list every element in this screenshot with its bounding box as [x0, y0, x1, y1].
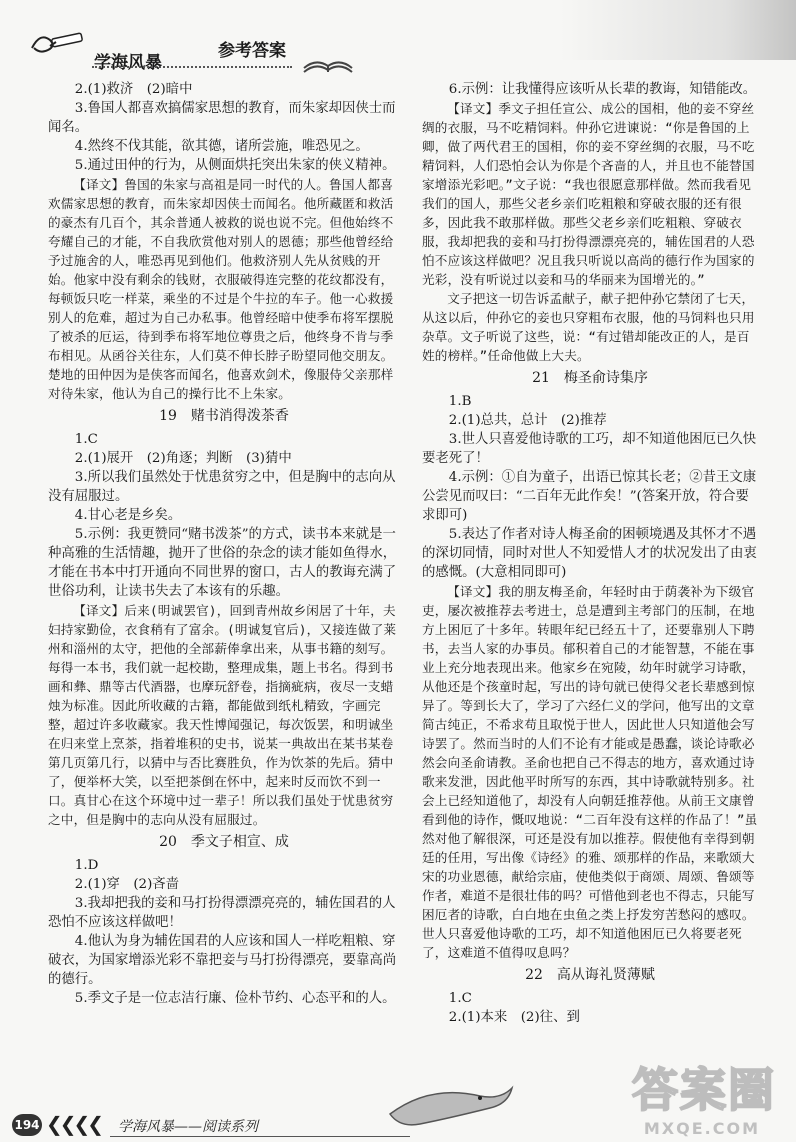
- answer-line: 2.(1)救济 (2)暗中: [74, 82, 193, 97]
- answer-line: 2.(1)本来 (2)往、到: [448, 1010, 580, 1025]
- answer-line: 3.世人只喜爱他诗歌的工巧，却不知道他困厄已久快要老死了！: [422, 432, 757, 466]
- page-number: 194: [12, 1114, 42, 1136]
- footer-line: [110, 1136, 410, 1137]
- page-footer: [0, 1063, 796, 1142]
- answer-line: 4.然终不伐其能，欲其德，诸所尝施，唯恐见之。: [74, 139, 369, 154]
- answer-line: 3.我却把我的妾和马打扮得漂漂亮亮的，辅佐国君的人恐怕不应该这样做吧！: [48, 896, 396, 930]
- answers-title: 参考答案: [218, 41, 286, 61]
- page-header: [0, 0, 796, 78]
- answer-line: 5.通过田仲的行为，从侧面烘托突出朱家的侠义精神。: [74, 158, 396, 173]
- answer-line: 1.B: [448, 394, 472, 409]
- answer-line: 2.(1)展开 (2)角逐；判断 (3)猜中: [74, 451, 292, 466]
- section-heading: 20 季文子相宣、成: [159, 834, 289, 850]
- answer-line: 5.季文子是一位志洁行廉、俭朴节约、心态平和的人。: [74, 991, 396, 1006]
- dolphin-icon: [380, 1074, 520, 1134]
- book-icon: [300, 50, 356, 76]
- section-heading: 19 赌书消得泼茶香: [159, 408, 289, 424]
- answer-line: 3.所以我们虽然处于忧患贫穷之中，但是胸中的志向从没有屈服过。: [48, 470, 396, 504]
- answer-line: 5.示例：我更赞同“赌书泼茶”的方式，读书本来就是一种高雅的生活情趣，抛开了世俗的杂念的读才能如鱼得水，才能在书本中打开通向不同世界的窗口，古人的教诲充满了世俗功利，让读书失去了本该有的乐趣。: [48, 527, 397, 599]
- answer-line: 5.表达了作者对诗人梅圣俞的困顿境遇及其怀才不遇的深切同情，同时对世人不知爱惜人才的状况发出了由衷的感慨。(大意相同即可): [422, 527, 757, 580]
- right-column: [422, 80, 758, 1027]
- answer-line: 4.他认为身为辅佐国君的人应该和国人一样吃粗粮、穿破衣，为国家增添光彩不靠把妾与马打扮得漂亮，要靠高尚的德行。: [48, 934, 397, 987]
- answer-line: 3.鲁国人都喜欢搞儒家思想的教育，而朱家却因侠士而闻名。: [48, 101, 396, 135]
- answer-line: 1.C: [74, 432, 98, 447]
- left-column: [48, 80, 400, 1008]
- brand-title: 学海风暴: [94, 53, 162, 73]
- answer-line: 1.C: [448, 991, 472, 1006]
- series-title: 学海风暴——阅读系列: [118, 1119, 258, 1135]
- answer-line: 4.示例：①自为童子，出语已惊其长老；②昔王文康公尝见而叹曰：“二百年无此作矣！”(答案开放，符合要求即可): [422, 470, 757, 523]
- pen-icon: [28, 26, 88, 56]
- answer-line: 2.(1)总共，总计 (2)推荐: [448, 413, 607, 428]
- section-heading: 22 高从诲礼贤薄赋: [525, 967, 655, 983]
- header-divider: [92, 66, 292, 68]
- section-heading: 21 梅圣俞诗集序: [532, 370, 648, 386]
- arrows-icon: ❮❮❮❮: [46, 1112, 102, 1136]
- watermark-text: 答案圈: [632, 1063, 776, 1117]
- watermark-logo: [608, 1062, 788, 1142]
- translation-paragraph: 【译文】鲁国的朱家与高祖是同一时代的人。鲁国人都喜欢儒家思想的教育，而朱家却因侠士而闻名。他所藏匿和救活的豪杰有几百个，其余普通人被救的说也说不完。但他始终不夸耀自己的才能，不自我欣赏他对别人的恩德；那些他曾经给予过施舍的人，唯恐再见到他们。他救济别人先从贫贱的开始。他家中没有剩余的钱财，衣服破得连完整的花纹都没有，每顿饭只吃一样菜，乘坐的不过是个牛拉的车子。他一心救援别人的危难，超过为自己办私事。他曾经暗中使季布将军摆脱了被杀的厄运，待到季布将军地位尊贵之后，他终身不肯与季布相见。从函谷关往东，人们莫不伸长脖子盼望同他交朋友。楚地的田仲因为是侠客而闻名，他喜欢剑术，像服侍父亲那样对待朱家，他认为自己的操行比不上朱家。: [48, 177, 394, 401]
- translation-paragraph: 【译文】季文子担任宣公、成公的国相，他的妾不穿丝绸的衣服，马不吃精饲料。仲孙它进谏说：“你是鲁国的上卿，做了两代君王的国相，你的妾不穿丝绸的衣服，马不吃精饲料，人们恐怕会认为你是个吝啬的人，并且也不能替国家增添光彩吧。”文子说：“我也很愿意那样做。然而我看见我们的国人，那些父老乡亲们吃粗粮和穿破衣服的还有很多，因此我不敢那样做。那些父老乡亲们吃粗粮、穿破衣服，我却把我的妾和马打扮得漂漂亮亮的，辅佐国君的人恐怕不应该这样做吧？况且我只听说以高尚的德行作为国家的光彩，没有听说过以妾和马的华丽来为国增光的。”: [422, 101, 755, 287]
- translation-paragraph: 文子把这一切告诉孟献子，献子把仲孙它禁闭了七天，从这以后，仲孙它的妾也只穿粗布衣服，他的马饲料也只用杂草。文子听说了这些，说：“有过错却能改正的人，是百姓的榜样。”任命他做上大夫。: [422, 291, 755, 363]
- watermark-url: MXQE.COM: [643, 1119, 760, 1138]
- answer-line: 4.甘心老是乡矣。: [74, 508, 182, 523]
- answer-line: 2.(1)穿 (2)吝啬: [74, 877, 180, 892]
- answer-line: 1.D: [74, 858, 99, 873]
- translation-paragraph: 【译文】后来(明诚罢官)，回到青州故乡闲居了十年，夫妇持家勤俭，衣食稍有了富余。(明诚复官后)，又接连做了莱州和淄州的太守，把他的全部薪俸拿出来，从事书籍的刻写。每得一本书，我们就一起校勘，整理成集，题上书名。得到书画和彝、鼎等古代酒器，也摩玩舒卷，指摘疵病，夜尽一支蜡烛为标准。因此所收藏的古籍，都能做到纸札精致，字画完整，超过许多收藏家。我天性博闻强记，每次饭罢，和明诚坐在归来堂上烹茶，指着堆积的史书，说某一典故出在某书某卷第几页第几行，以猜中与否比赛胜负，作为饮茶的先后。猜中了，便举杯大笑，以至把茶倒在怀中，起来时反而饮不到一口。真甘心在这个环境中过一辈子！所以我们虽处于忧患贫穷之中，但是胸中的志向从没有屈服过。: [48, 603, 397, 827]
- header-decoration: [560, 0, 796, 60]
- answer-line: 6.示例：让我懂得应该听从长辈的教诲，知错能改。: [448, 82, 757, 97]
- translation-paragraph: 【译文】我的朋友梅圣俞，年轻时由于荫袭补为下级官吏，屡次被推荐去考进士，总是遭到主考部门的压制，在地方上困厄了十多年。转眼年纪已经五十了，还要靠别人下聘书，去当人家的办事员。郁积着自己的才能智慧，不能在事业上充分地表现出来。他家乡在宛陵，幼年时就学习诗歌，从他还是个孩童时起，写出的诗句就已使得父老长辈感到惊异了。等到长大了，学习了六经仁义的学问，他写出的文章简古纯正，不希求苟且取悦于世人，因此世人只知道他会写诗罢了。然而当时的人们不论有才能或是愚蠢，谈论诗歌必然会向圣俞请教。圣俞也把自己不得志的地方，喜欢通过诗歌来发泄，因此他平时所写的东西，其中诗歌就特别多。社会上已经知道他了，却没有人向朝廷推荐他。从前王文康曾看到他的诗作，慨叹地说：“二百年没有这样的作品了！”虽然对他了解很深，可还是没有加以推荐。假使他有幸得到朝廷的任用，写出像《诗经》的雅、颂那样的作品，来歌颂大宋的功业恩德，献给宗庙，使他类似于商颂、周颂、鲁颂等作者，难道不是很壮伟的吗？可惜他到老也不得志，只能写困厄者的诗歌，白白地在虫鱼之类上抒发穷苦愁闷的感叹。世人只喜爱他诗歌的工巧，却不知道他困厄已久将要老死了，这难道不值得叹息吗？: [422, 584, 758, 960]
